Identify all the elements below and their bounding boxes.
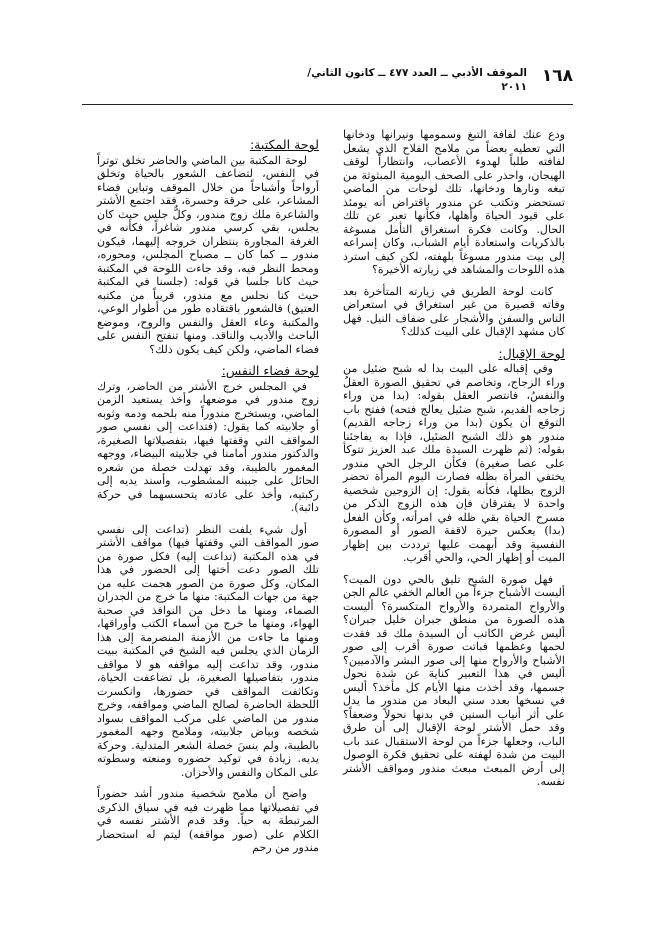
paragraph: أول شيء يلفت النظر (تداعت إلى نفسي صور المواقف التي وقفتها فيها) مواقف الأشتر في هذه المكتبة (تداعت إليه) فكل صورة من تلك الصور دعت أختها إلى الحضور في هذا المكان، وكل صورة من الصور هجمت عليه من جهة من جهات المكتبة: منها ما خرج من الجدران الصماء، ومنها ما دخل من النوافذ في صحبة الهواء، ومنها ما خرج من أسماء الكتب وأوراقها، ومنها ما جاءت من الأزمنة المنصرمة إلى هذا الزمان الذي يجلس فيه الشيخ في المكتبة ببيت مندور، وقد تداعت إليه مواقفه هو لا مواقف مندور، بتفاصيلها الصغيرة، بل تضاعفت الحياة، وتكاثفت المواقف في حضورها، وانكسرت اللحظة الحاضرة لصالح الماضي ومواقفه، وخرج مندور من الماضي على مركب المواقف بسواد شخصه وبياض جلابيته، وملامح وجهه المغمور بالطيبة، ولم ينسَ خصلة الشعر المتدلية. وحركة يديه. زيادة في توكيد حضوره ومنعته وسطوته على المكان والنفس والأحزان. xyxy=(97,522,319,779)
paragraph: فهل صورة الشبح تليق بالحي دون الميت؟ أليست الأشباح جزءاً من العالم الخفي عالم الجن والأرواح المتمردة والأرواح المتكسرة؟ أليست هذه الصورة من منطق جبران خليل جبران؟ أليس غرض الكاتب أن السيدة ملك قد فقدت لحمها وعظمها فباتت صورة أقرب إلى صور الأشباح والأرواح منها إلى صور البشر والآدميين؟ أليس في هذا التعبير كناية عن شدة نحول جسمها، وقد أخذت منها الأيام كل مأخذ؟ أليس في نسخها بعدد سني البعاد من مندور ما يدل على أثر أنياب السنين في بدنها نحولاً وضعفاً؟ وقد حمل الأشتر لوحة الإقبال إلى أن طرق الباب، وجعلها جزءاً من لوحة الاستقبال عند باب البيت من شدة لهفته على تحقيق فكرة الوصول إلى أرض المبعث مبعث مندور ومواقف الأشتر نفسه. xyxy=(343,572,565,788)
paragraph: كانت لوحة الطريق في زيارته المتأخرة بعد وفاته قصيرة من غير استغراق في استعراض الناس والسفن والأشجار على ضفاف النيل. فهل كان مشهد الإقبال على البيت كذلك؟ xyxy=(343,284,565,338)
journal-info xyxy=(307,66,527,94)
section-heading-nafs: لوحة فضاء النفس: xyxy=(221,363,319,378)
right-column xyxy=(343,128,565,797)
paragraph: في المجلس خرج الأشتر من الحاضر، وترك زوج مندور في موضعها، وأخذ يستعيد الزمن الماضي، ويستخرج مندوراً منه بلحمه ودمه وثوبه أو جلابيته كما يقول: (فتداعت إلى نفسي صور المواقف التي وقفتها فيها، بتفصيلاتها الصغيرة، والدكتور مندور أمامنا في جلابيته البيضاء، ووجهه المغمور بالطيبة، وقد تهدلت خصلة من شعره الحائل على جبينه المشطوب، وأسند يديه إلى ركبتيه، وأخذ على عادته يتحسسهما في حركة دائبة). xyxy=(97,379,319,514)
paragraph: ودع عنك لفافة التبغ وسمومها ونيرانها ودخانها التي تعطيه بعضاً من ملامح الفلاح الذي يشعل لفافته طلباً لهدوء الأعصاب، وانتظاراً لوقف الهيجان، واحذر على الصحف اليومية المبثوثة من تبغه ونارها ودخانها، تلك لوحات من الماضي تستحضر وتكتب عن مندور باقتراض أنه يومئذ على قيود الحياة وأهلها، فكأنها تعبر عن تلك الحال. وكانت فكرة استغراق التأمل مسوغة بالذكريات واستعادة أيام الشباب، وكان إسراعه إلى بيت مندور مسوغاً بلهفته، لكن كيف استرد هذه اللوحات والمشاهد في زيارته الأخيرة؟ xyxy=(343,128,565,276)
paragraph: واضح أن ملامح شخصية مندور أشد حضوراً في تفصيلاتها مما ظهرت فيه في سياق الذكرى المرتبطة به حياً. وقد قدم الأشتر نفسه في الكلام على (صور مواقفه) ليتم له استحضار مندور من رحم xyxy=(97,787,319,854)
journal-line-2: ٢٠١١ xyxy=(501,81,527,93)
page-number: ١٦٨ xyxy=(541,66,573,86)
page-header xyxy=(300,64,573,94)
section-heading-maktaba: لوحة المكتبة: xyxy=(249,137,319,152)
header-rule xyxy=(82,104,573,105)
paragraph: وفي إقباله على البيت بدا له شبح ضئيل من وراء الزجاج، وتخاصم في تحقيق الصورة العقلُ والنفسُ، فانتصر العقل بقوله: (بدا من وراء زجاجه القديم، شبح ضئيل يعالج فتحه) ففتح باب التوقع أن يكون (بدا من وراء زجاجه القديم) مندور هو ذلك الشبح الضئيل، فإذا به يفاجئنا بقوله: (ثم ظهرت السيدة ملك عبد العزيز تتوكأ على عصا صغيرة) فكأن الرجل الحي مندور يختفي المرأة بظله فصارت اليوم المرأة تحضر الزوج بظلها، فكأنه يقول: إن الزوجين شخصية واحدة لا يفترقان فإن هذه الزوج الذكر من مسرح الحياة بقي ظله في امرأته، وكأن الفعل (بدا) يعكس حيرة لاقفة الصور أو المصورة النفسية وقد أبهمت عليها ترددت بين إظهار الميت أو إظهار الحي، والحي أقرب. xyxy=(343,362,565,564)
section-heading-iqbal: لوحة الإقبال: xyxy=(498,345,565,361)
paragraph: لوحة المكتبة بين الماضي والحاضر تخلق توتراً في النفس، لتضاعف الشعور بالحياة وتخلق أرواحاً وأشباحاً من خلال الموقف وتباين فضاء المشاعر، على حرقة وحسرة، فقد اجتمع الأشتر والشاعرة ملك زوج مندور، وكلٌّ جلس حيث كان يجلس، بقي كرسي مندور شاغراً، فكأنه في الغرفة المجاورة ينتظران خروجه إليهما، فيكون مندور ــ كما كان ــ مصباح المجلس، ومحوره، ومحط النظر فيه، وقد جاءت اللوحة في المكتبة حيث كانا جلسا في قوله: (جلسنا في المكتبة حيث كنا نجلس مع مندور، قريباً من مكتبه العتيق) فالشعور باقتقاده طور من أطوار الوعي، والمكتبة وعاء العقل والنفس والروح، وموضع الباحث والأديب والناقد. ومنها تنفتح النفس على فضاء الماضي، ولكن كيف يكون ذلك؟ xyxy=(97,153,319,356)
journal-line-1: الموقف الأدبي ــ العدد ٤٧٧ ــ كانون الثاني/ xyxy=(307,67,527,79)
left-column xyxy=(97,138,319,863)
